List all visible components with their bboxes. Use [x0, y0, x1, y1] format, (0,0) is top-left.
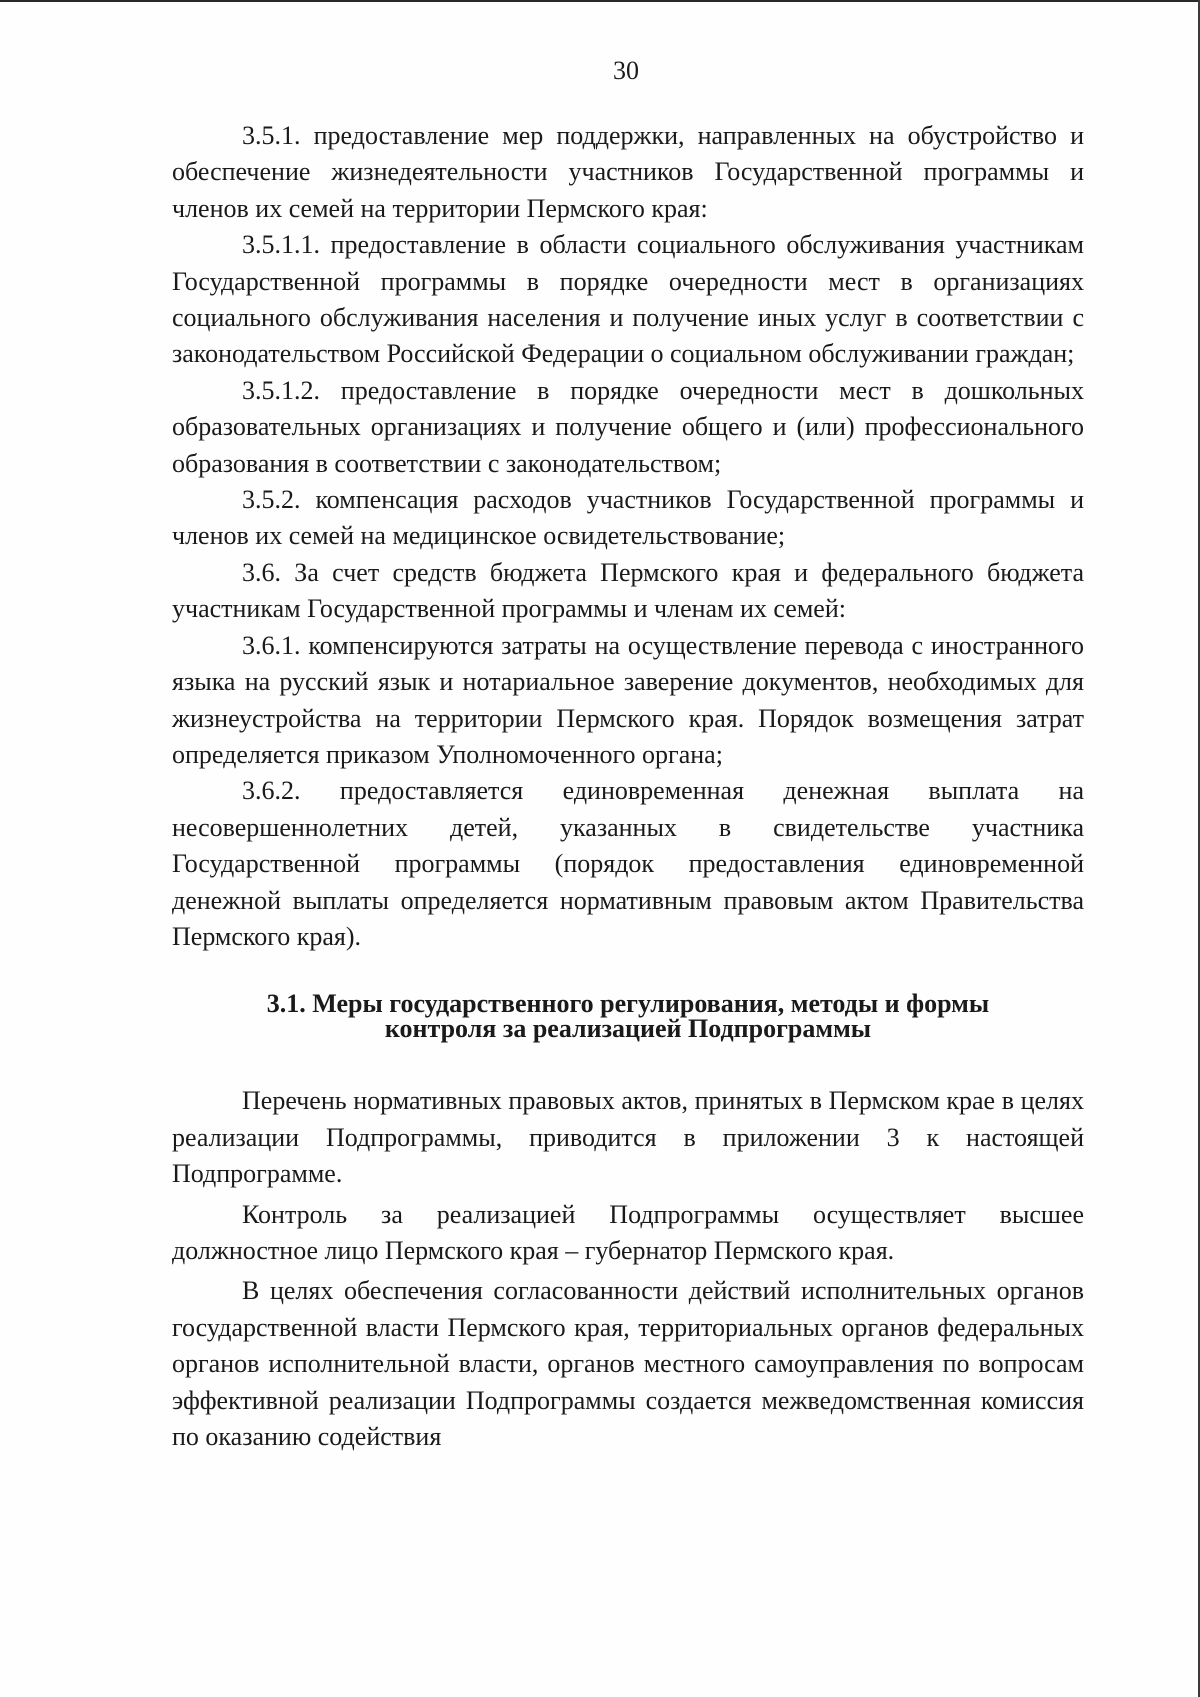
section-heading-line-1: 3.1. Меры государственного регулирования, методы и формы: [266, 989, 990, 1019]
paragraph-3-6-2: 3.6.2. предоставляется единовременная денежная выплата на несовершеннолетних детей, указанных в свидетельстве участника Государственной программы (порядок предоставления единовременной денежной выплаты определяется нормативным правовым актом Правительства Пермского края).: [172, 776, 1084, 951]
section-heading-line-2: контроля за реализацией Подпрограммы: [384, 1014, 872, 1044]
section-heading: [172, 989, 1084, 1044]
paragraph-3-5-2: 3.5.2. компенсация расходов участников Государственной программы и членов их семей на медицинское освидетельствование;: [172, 485, 1084, 551]
paragraph-3-6: 3.6. За счет средств бюджета Пермского края и федерального бюджета участникам Государственной программы и членам их семей:: [172, 557, 1084, 624]
paragraph-3-5-1-1: 3.5.1.1. предоставление в области социального обслуживания участникам Государственной программы в порядке очередности мест в организациях социального обслуживания населения и получение иных услуг в соответствии с законодательством Российской Федерации о социальном обслуживании граждан;: [172, 230, 1084, 369]
paragraph-3-6-1: 3.6.1. компенсируются затраты на осуществление перевода с иностранного языка на русский язык и нотариальное заверение документов, необходимых для жизнеустройства на территории Пермского края. Порядок возмещения затрат определяется приказом Уполномоченного органа;: [172, 630, 1084, 769]
paragraph-3-5-1: 3.5.1. предоставление мер поддержки, направленных на обустройство и обеспечение жизнедеятельности участников Государственной программы и членов их семей на территории Пермского края:: [172, 121, 1084, 223]
document-body: [172, 118, 1084, 1459]
paragraph-control: Контроль за реализацией Подпрограммы осуществляет высшее должностное лицо Пермского края – губернатор Пермского края.: [172, 1199, 1084, 1265]
scan-border-top: [0, 0, 1200, 2]
paragraph-legal-acts: Перечень нормативных правовых актов, принятых в Пермском крае в целях реализации Подпрограммы, приводится в приложении 3 к настоящей Подпрограмме.: [172, 1086, 1084, 1189]
paragraph-3-5-1-2: 3.5.1.2. предоставление в порядке очередности мест в дошкольных образовательных организациях и получение общего и (или) профессионального образования в соответствии с законодательством;: [172, 375, 1084, 478]
paragraph-coordination: В целях обеспечения согласованности действий исполнительных органов государственной власти Пермского края, территориальных органов федеральных органов исполнительной власти, органов местного самоуправления по вопросам эффективной реализации Подпрограммы создается межведомственная комиссия по оказанию содействия: [172, 1276, 1084, 1451]
page-number: 30: [613, 56, 639, 85]
